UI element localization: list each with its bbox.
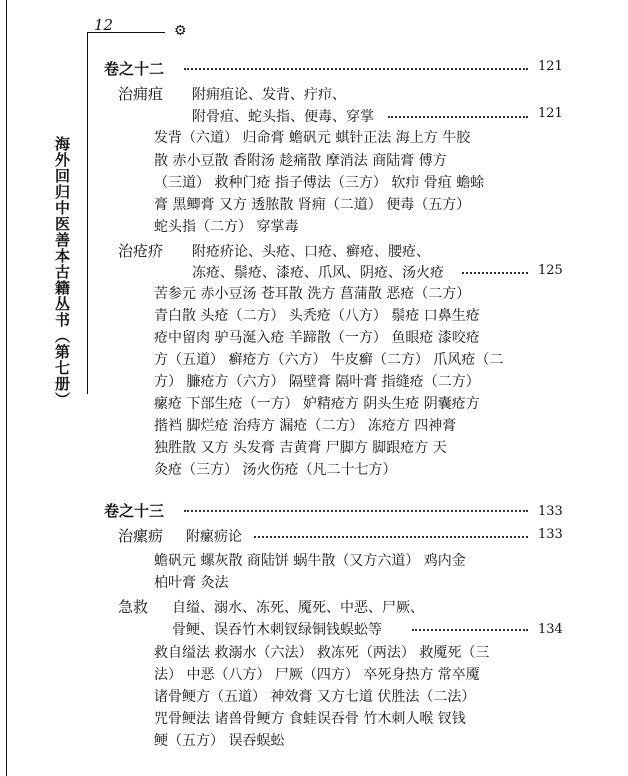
section-subtopics: 附骨疽、蛇头指、便毒、穿掌 [192, 109, 374, 125]
entry-line: 蛇头指（二方） 穿掌毒 [154, 219, 299, 235]
entry-line: 发背（六道） 归命膏 蟾矾元 蜞针正法 海上方 牛胶 [154, 130, 471, 146]
leader-dots [184, 68, 528, 70]
section-title-scrofula: 治瘰疬 [118, 527, 164, 545]
section-page: 125 [538, 263, 563, 278]
section-subtopics: 冻疮、鬃疮、漆疮、爪风、阴疮、汤火疮 [192, 265, 444, 281]
entry-line: 方（五道） 癣疮方（六方） 牛皮癣（二方） 爪风疮（二 [154, 352, 504, 368]
entry-line: 瘰疮 下部生疮（一方） 妒精疮方 阴头生疮 阴囊疮方 [154, 396, 480, 412]
seal-icon: ⚙ [174, 23, 187, 39]
entry-line: 青白散 头疮（二方） 头秃疮（八方） 鬃疮 口鼻生疮 [154, 308, 480, 324]
section-subtopics: 附痈疽论、发背、疔疖、 [192, 87, 346, 103]
section-page: 121 [538, 106, 563, 121]
leader-dots [184, 510, 528, 512]
section-title-sores: 治疮疥 [118, 242, 164, 260]
leader-dots [388, 116, 528, 118]
section-page: 134 [538, 622, 563, 637]
entry-line: 揩裆 脚烂疮 治痔方 漏疮（二方） 冻疮方 四神膏 [154, 418, 457, 434]
leader-dots [462, 272, 528, 274]
leader-dots [254, 536, 528, 538]
section-subtopics: 附疮疥论、头疮、口疮、癣疮、腰疮、 [192, 244, 430, 260]
entry-line: 诸骨鲠方（五道） 神效膏 又方七道 伏胜法（二法） [154, 689, 476, 705]
entry-line: 救自缢法 救溺水（六法） 救冻死（两法） 救魇死（三 [154, 645, 490, 661]
spine-title: 海外回归中医善本古籍丛书（第七册） [53, 136, 71, 408]
entry-line: 蟾矾元 螺灰散 商陆饼 蜗牛散（又方六道） 鸡内金 [154, 553, 466, 569]
entry-line: 法） 中恶（八方） 尸厥（四方） 卒死身热方 常卒魇 [154, 667, 480, 683]
section-subtopics: 附瘰疬论 [186, 529, 242, 545]
page-number: 12 [94, 16, 114, 34]
entry-line: 苦参元 赤小豆汤 苍耳散 洗方 菖蒲散 恶疮（二方） [154, 286, 471, 302]
entry-line: 膏 黑鲫膏 又方 透脓散 肾痈（二道） 便毒（五方） [154, 197, 471, 213]
entry-line: 柏叶膏 灸法 [154, 575, 229, 591]
entry-line: （三道） 救种门疮 指子傅法（三方） 软疖 骨疽 蟾蜍 [154, 175, 485, 191]
entry-line: 鲠（五方） 误吞蜈蚣 [154, 733, 285, 749]
entry-line: 灸疮（三方） 汤火伤疮（凡二十七方） [154, 462, 397, 478]
volume-13-page: 133 [538, 504, 563, 519]
leader-dots [412, 629, 528, 631]
entry-line: 独胜散 又方 头发膏 吉黄膏 尸脚方 脚跟疮方 天 [154, 440, 447, 456]
section-subtopics: 骨鲠、误吞竹木刺钗绿铜钱蜈蚣等 [172, 622, 382, 638]
entry-line: 咒骨鲠法 诸兽骨鲠方 食蛙误吞骨 竹木刺人喉 钗钱 [154, 711, 466, 727]
section-subtopics: 自缢、溺水、冻死、魇死、中恶、尸厥、 [172, 600, 424, 616]
entry-line: 散 赤小豆散 香附汤 趁痛散 摩消法 商陆膏 傅方 [154, 153, 447, 169]
entry-line: 疮中留肉 驴马涎入疮 羊蹄散（一方） 鱼眼疮 漆咬疮 [154, 330, 480, 346]
spine-rule [87, 32, 88, 394]
section-page: 133 [538, 527, 563, 542]
entry-line: 方） 臁疮方（六方） 隔壁膏 隔叶膏 指缝疮（二方） [154, 374, 480, 390]
section-title-emergency: 急救 [118, 598, 149, 616]
left-margin-rule [6, 0, 7, 776]
volume-12-title: 卷之十二 [104, 60, 165, 78]
volume-12-page: 121 [538, 59, 563, 74]
section-title-abscess: 治痈疽 [118, 85, 164, 103]
volume-13-title: 卷之十三 [104, 502, 165, 520]
